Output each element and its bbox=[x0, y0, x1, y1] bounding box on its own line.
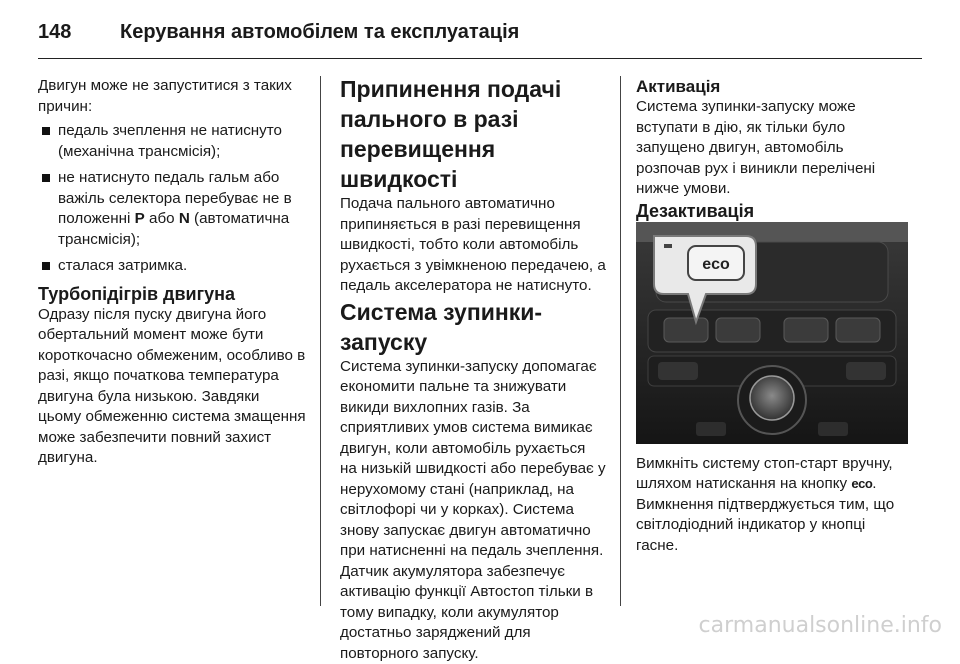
gear-n-label: N bbox=[179, 210, 190, 227]
turbo-heading: Турбопідігрів двигуна bbox=[38, 283, 306, 305]
list-item-text: не натиснуто педаль гальм або важіль селектора перебуває не в положенні bbox=[58, 169, 292, 227]
column-divider-2 bbox=[620, 76, 621, 606]
deactivation-text-part: Вимкніть систему стоп-старт вручну, шляхом натискання на кнопку bbox=[636, 455, 893, 493]
bullet-square-icon bbox=[42, 262, 50, 270]
bullet-square-icon bbox=[42, 174, 50, 182]
console-photo bbox=[636, 222, 908, 444]
causes-list bbox=[38, 121, 306, 277]
deactivation-text bbox=[636, 454, 906, 557]
fuel-cutoff-heading: Припинення подачі пального в разі перевищення швидкості bbox=[340, 74, 606, 194]
list-item bbox=[38, 168, 306, 250]
autostop-heading: Система зупинки-запуску bbox=[340, 297, 606, 357]
gear-p-label: P bbox=[135, 210, 145, 227]
header-divider bbox=[38, 58, 922, 59]
list-item bbox=[38, 121, 306, 162]
bullet-square-icon bbox=[42, 127, 50, 135]
eco-button-icon: eco bbox=[851, 474, 872, 495]
column-3 bbox=[636, 76, 906, 556]
eco-button-label: eco bbox=[702, 256, 730, 273]
list-item-text: або bbox=[149, 210, 175, 227]
list-item-text: (автоматична трансмісія); bbox=[58, 210, 289, 248]
deactivation-text-part: . Вимкнення підтверджується тим, що світлодіодний індикатор у кнопці гасне. bbox=[636, 475, 894, 554]
page-number: 148 bbox=[38, 14, 120, 50]
watermark: carmanualsonline.info bbox=[699, 613, 942, 638]
activation-text: Система зупинки-запуску може вступати в дію, як тільки було запущено двигун, автомобіль розпочав рух і виникли перелічені нижче умови. bbox=[636, 97, 906, 200]
column-1 bbox=[38, 76, 306, 469]
page-title: Керування автомобілем та експлуатація bbox=[120, 21, 519, 43]
autostop-text: Система зупинки-запуску допомагає економити пальне та знижувати викиди вихлопних газів. За сприятливих умов система вимикає двигун, коли автомобіль рухається на низькій швидкості або перебуває у нерухомому стані (наприклад, на світлофорі чи у корках). Система знову запускає двигун автоматично при натисненні на педаль зчеплення. Датчик акумулятора забезпечує активацію функції Автостоп тільки в тому випадку, коли акумулятор достатньо заряджений для повторного запуску. bbox=[340, 357, 606, 664]
list-item-text: педаль зчеплення не натиснуто (механічна трансмісія); bbox=[58, 122, 282, 160]
list-item bbox=[38, 256, 306, 277]
console-illustration bbox=[636, 222, 908, 444]
deactivation-heading: Дезактивація bbox=[636, 200, 906, 222]
fuel-cutoff-text: Подача пального автоматично припиняється в разі перевищення швидкості, тобто коли автомобіль рухається з увімкненою передачею, а педаль акселератора не натиснуто. bbox=[340, 194, 606, 297]
column-divider-1 bbox=[320, 76, 321, 606]
page-header bbox=[38, 14, 922, 50]
list-item-text: сталася затримка. bbox=[58, 257, 187, 274]
activation-heading: Активація bbox=[636, 76, 906, 97]
intro-text: Двигун може не запуститися з таких причин: bbox=[38, 76, 306, 117]
column-2 bbox=[340, 74, 606, 664]
turbo-text: Одразу після пуску двигуна його обертальний момент може бути короткочасно обмеженим, особливо в разі, якщо початкова температура двигуна була низькою. Завдяки цьому обмеженню система змащення може забезпечити повний захист двигуна. bbox=[38, 305, 306, 469]
